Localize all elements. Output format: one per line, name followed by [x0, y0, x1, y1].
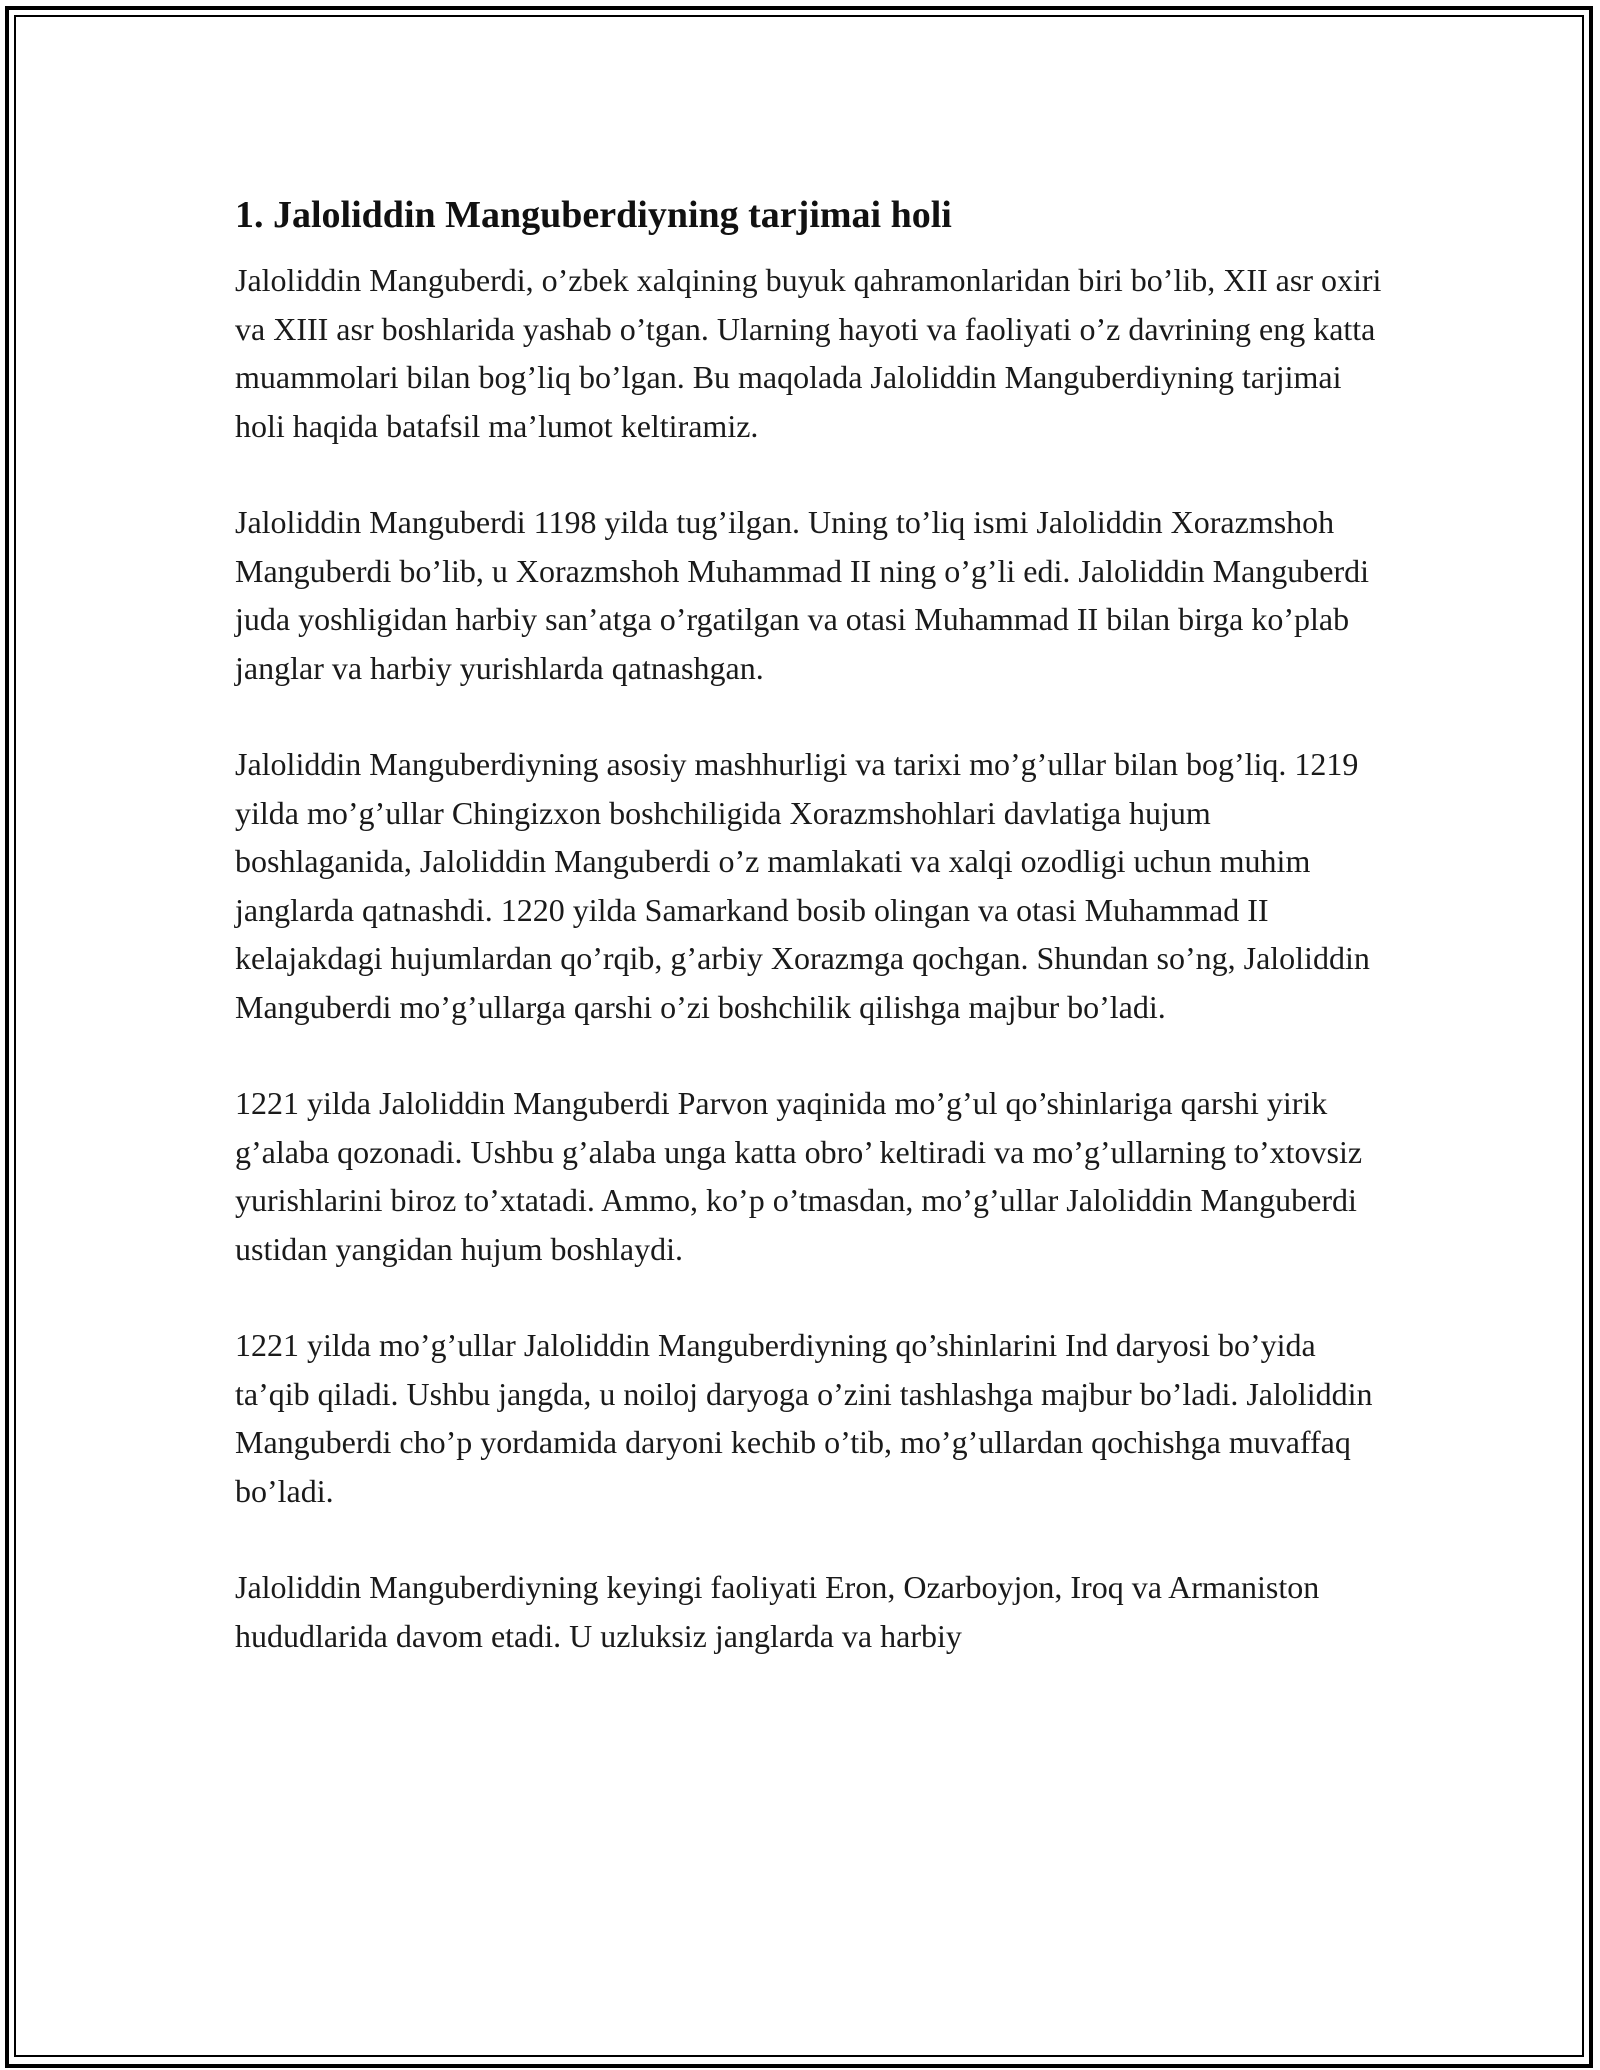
- paragraph-intro: Jaloliddin Manguberdi, o’zbek xalqining buyuk qahramonlaridan biri bo’lib, XII asr oxiri va XIII asr boshlarida yashab o’tgan. Ularning hayoti va faoliyati o’z davrining eng katta muammolari bilan bog’liq bo’lgan. Bu maqolada Jaloliddin Manguberdiyning tarjimai holi haqida batafsil ma’lumot keltiramiz.: [235, 262, 1382, 444]
- paragraph-birth: Jaloliddin Manguberdi 1198 yilda tug’ilgan. Uning to’liq ismi Jaloliddin Xorazmshoh Manguberdi bo’lib, u Xorazmshoh Muhammad II ning o’g’li edi. Jaloliddin Manguberdi juda yoshligidan harbiy san’atga o’rgatilgan va otasi Muhammad II bilan birga ko’plab janglar va harbiy yurishlarda qatnashgan.: [235, 504, 1370, 686]
- paragraph-parvon-victory: 1221 yilda Jaloliddin Manguberdi Parvon yaqinida mo’g’ul qo’shinlariga qarshi yirik g’alaba qozonadi. Ushbu g’alaba unga katta obro’ keltiradi va mo’g’ullarning to’xtovsiz yurishlarini biroz to’xtatadi. Ammo, ko’p o’tmasdan, mo’g’ullar Jaloliddin Manguberdi ustidan yangidan hujum boshlaydi.: [235, 1085, 1363, 1267]
- paragraph-later-activity: Jaloliddin Manguberdiyning keyingi faoliyati Eron, Ozarboyjon, Iroq va Armaniston hududlarida davom etadi. U uzluksiz janglarda va harbiy: [235, 1569, 1320, 1654]
- paragraph-mongols: Jaloliddin Manguberdiyning asosiy mashhurligi va tarixi mo’g’ullar bilan bog’liq. 1219 yilda mo’g’ullar Chingizxon boshchiligida Xorazmshohlari davlatiga hujum boshlaganida, Jaloliddin Manguberdi o’z mamlakati va xalqi ozodligi uchun muhim janglarda qatnashdi. 1220 yilda Samarkand bosib olingan va otasi Muhammad II kelajakdagi hujumlardan qo’rqib, g’arbiy Xorazmga qochgan. Shundan so’ng, Jaloliddin Manguberdi mo’g’ullarga qarshi o’zi boshchilik qilishga majbur bo’ladi.: [235, 746, 1370, 1025]
- section-heading: 1. Jaloliddin Manguberdiyning tarjimai holi: [235, 194, 952, 236]
- paragraph-indus-river: 1221 yilda mo’g’ullar Jaloliddin Manguberdiyning qo’shinlarini Ind daryosi bo’yida ta’qib qiladi. Ushbu jangda, u noiloj daryoga o’zini tashlashga majbur bo’ladi. Jaloliddin Manguberdi cho’p yordamida daryoni kechib o’tib, mo’g’ullardan qochishga muvaffaq bo’ladi.: [235, 1327, 1373, 1509]
- document-body: [235, 190, 1385, 1660]
